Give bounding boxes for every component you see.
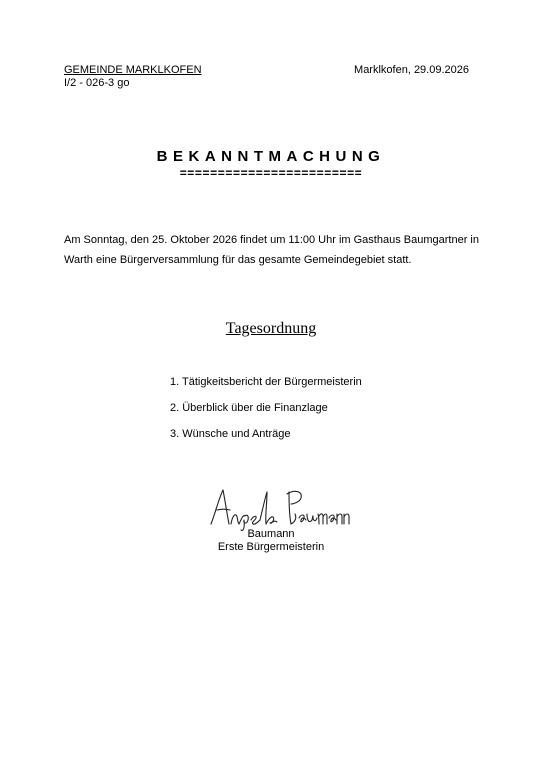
agenda-item: 2. Überblick über die Finanzlage: [170, 402, 328, 414]
signatory-title: Erste Bürgermeisterin: [217, 541, 325, 553]
agenda-item: 1. Tätigkeitsbericht der Bürgermeisterin: [170, 376, 362, 388]
title-underline-rule: ========================: [179, 166, 363, 180]
reference-number: I/2 - 026-3 go: [64, 77, 130, 89]
signatory-name: Baumann: [247, 528, 295, 540]
agenda-item: 3. Wünsche und Anträge: [170, 428, 291, 440]
handwritten-signature: [205, 484, 355, 532]
announcement-text: Am Sonntag, den 25. Oktober 2026 findet um 11:00 Uhr im Gasthaus Baumgartner in Warth eine Bürgerversammlung für das gesamte Gemeindegebiet statt.: [64, 234, 479, 266]
agenda-heading: Tagesordnung: [225, 320, 317, 337]
agenda-list: [170, 374, 362, 452]
document-title: BEKANNTMACHUNG: [156, 148, 386, 165]
municipality-name: GEMEINDE MARKLKOFEN: [64, 64, 202, 76]
place-and-date: Marklkofen, 29.09.2026: [354, 64, 469, 76]
